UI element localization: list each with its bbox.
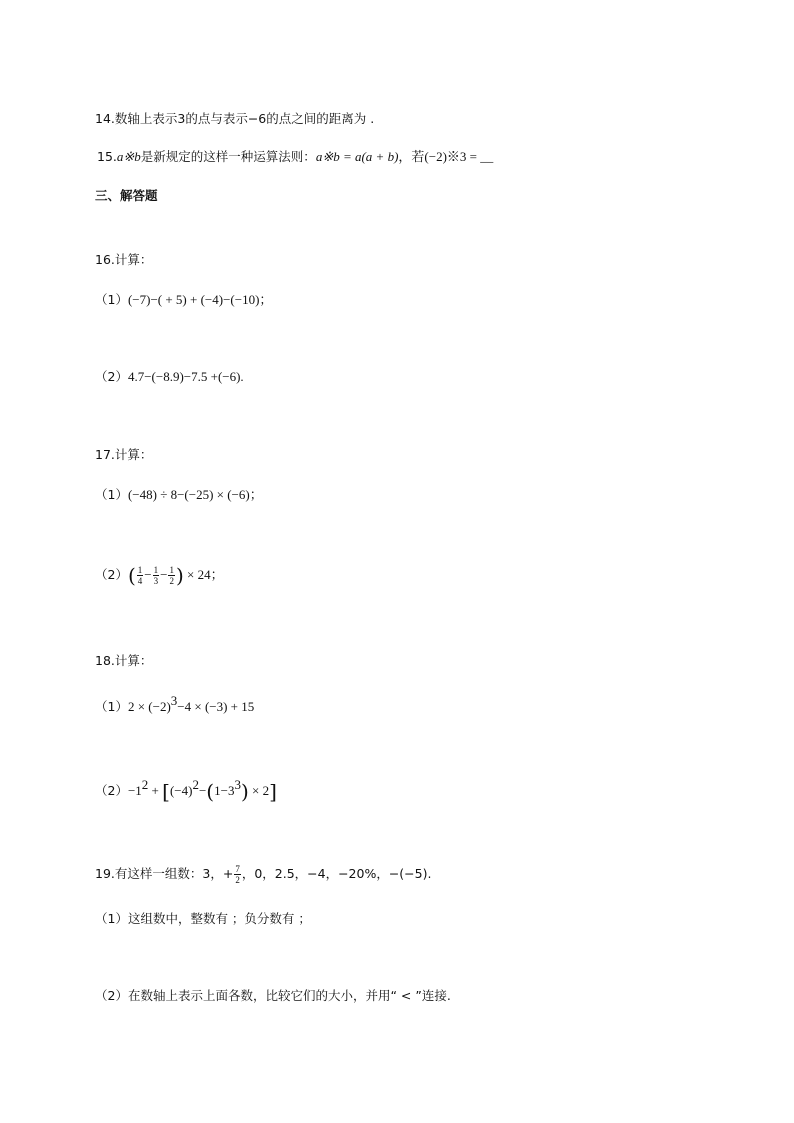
part-label: （2） [95, 988, 128, 1003]
question-16-title-text: 16.计算： [95, 252, 153, 267]
left-paren: ( [206, 779, 215, 804]
part-label: （1） [95, 487, 128, 502]
question-17-title-text: 17.计算： [95, 447, 153, 462]
numerator: 1 [137, 565, 143, 575]
right-bracket: ] [269, 779, 277, 804]
question-17-part-1 [95, 486, 263, 504]
minus-sign: − [198, 783, 207, 798]
denominator: 2 [169, 576, 174, 586]
numerator: 1 [169, 565, 174, 575]
question-19-suffix: ，0，2.5，−4，−20%，−(−5). [241, 866, 432, 881]
question-18-title [95, 652, 152, 670]
right-paren: ) [240, 779, 249, 804]
expression: (−48) ÷ 8−(−25) × (−6)； [127, 487, 263, 502]
question-15 [97, 148, 493, 166]
question-16-part-2 [95, 368, 244, 386]
part-label: （2） [95, 369, 128, 384]
part-label: （2） [95, 567, 128, 582]
expression: 1−3 [214, 783, 235, 798]
question-15-operator: a※b [116, 149, 141, 164]
numerator: 1 [153, 565, 159, 575]
question-18-part-2 [95, 772, 277, 805]
denominator: 3 [153, 576, 159, 586]
fraction [168, 565, 175, 586]
part-label: （1） [95, 911, 128, 926]
part-text: 这组数中，整数有 ；负分数有 ； [127, 911, 311, 926]
minus-sign: − [144, 567, 152, 582]
question-17-title [95, 446, 152, 464]
exponent: 3 [234, 777, 241, 792]
left-paren: ( [127, 563, 136, 588]
question-19-part-2 [95, 987, 451, 1005]
exponent: 2 [192, 777, 199, 792]
expression: + [148, 783, 163, 798]
question-14 [95, 110, 374, 128]
question-15-number: 15. [97, 149, 117, 164]
part-label: （1） [95, 699, 128, 714]
denominator: 4 [137, 576, 143, 586]
fraction [137, 565, 144, 586]
expression-tail: × 24； [183, 567, 224, 582]
question-15-tail: ，若(−2)※3 = __ [398, 149, 494, 164]
part-label: （1） [95, 292, 128, 307]
question-17-part-2 [95, 560, 224, 591]
expression: 2 × (−2) [127, 699, 171, 714]
part-label: （2） [95, 783, 128, 798]
expression: 4.7−(−8.9)−7.5 +(−6). [127, 369, 244, 384]
expression: (−7)−( + 5) + (−4)−(−10)； [127, 292, 273, 307]
expression: −4 × (−3) + 15 [177, 699, 255, 714]
expression: × 2 [248, 783, 270, 798]
exponent: 2 [141, 777, 149, 792]
minus-sign: − [160, 567, 168, 582]
question-18-part-1 [95, 692, 254, 716]
exponent: 3 [170, 693, 178, 708]
question-14-text: 14.数轴上表示3的点与表示−6的点之间的距离为 . [95, 111, 375, 126]
section-title: 三、解答题 [95, 188, 158, 203]
question-15-formula: a※b = a(a + b) [315, 149, 399, 164]
denominator: 2 [235, 875, 240, 885]
numerator: 7 [235, 864, 240, 874]
section-heading [95, 187, 158, 205]
fraction [153, 565, 160, 586]
expression: (−4) [169, 783, 193, 798]
right-paren: ) [175, 563, 184, 588]
question-19-part-1 [95, 910, 311, 928]
question-15-description: 是新规定的这样一种运算法则： [140, 149, 316, 164]
expression: −1 [127, 783, 142, 798]
question-19 [95, 861, 431, 887]
fraction [234, 864, 241, 885]
question-18-title-text: 18.计算： [95, 653, 153, 668]
part-text: 在数轴上表示上面各数，比较它们的大小，并用“ < ”连接. [127, 988, 451, 1003]
question-19-prefix: 19.有这样一组数：3，+ [95, 866, 234, 881]
left-bracket: [ [162, 779, 170, 804]
question-16-title [95, 251, 152, 269]
question-16-part-1 [95, 291, 272, 309]
